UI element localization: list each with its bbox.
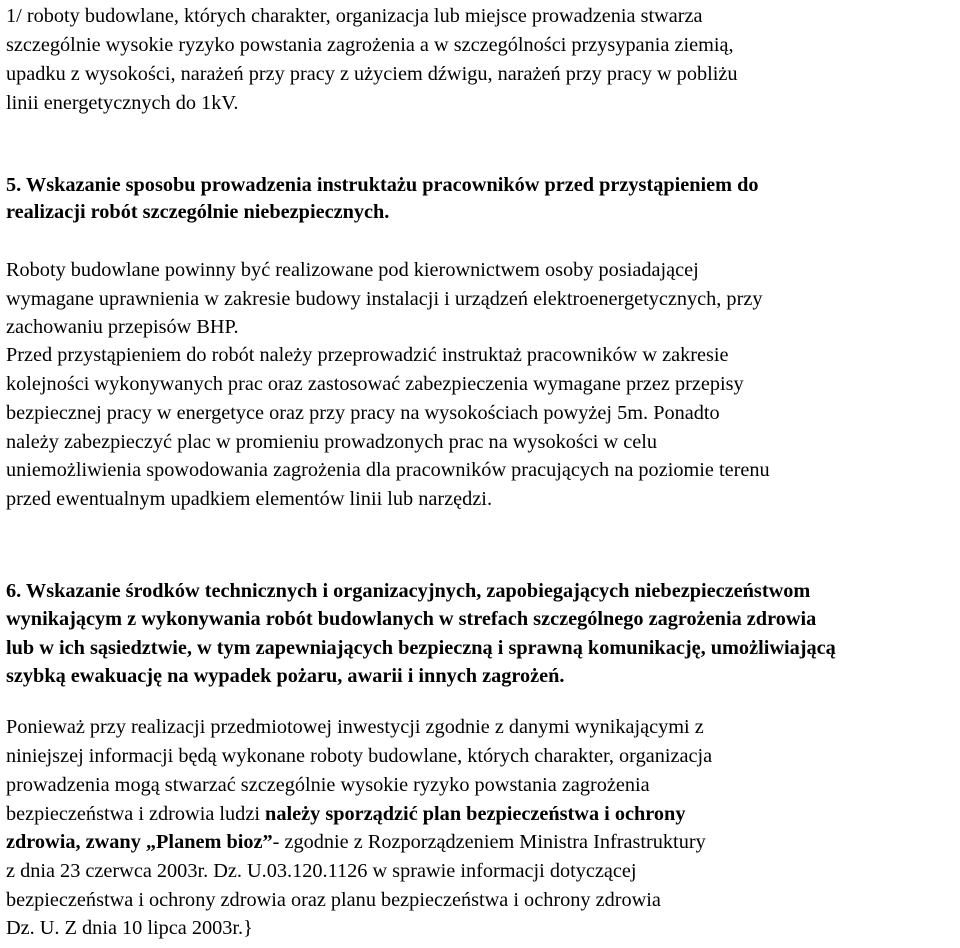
text-line: niniejszej informacji będą wykonane roboty budowlane, których charakter, organizacja: [6, 745, 713, 767]
text-line: Przed przystąpieniem do robót należy przeprowadzić instruktaż pracowników w zakresie: [6, 344, 729, 366]
text-line: linii energetycznych do 1kV.: [6, 92, 239, 114]
text-line: uniemożliwienia spowodowania zagrożenia dla pracowników pracujących na poziomie terenu: [6, 459, 770, 481]
heading-line: lub w ich sąsiedztwie, w tym zapewniających bezpieczną i sprawną komunikację, umożliwiającą: [6, 637, 836, 659]
heading-line: 5. Wskazanie sposobu prowadzenia instruktażu pracowników przed przystąpieniem do: [6, 174, 759, 196]
text-line: przed ewentualnym upadkiem elementów linii lub narzędzi.: [6, 488, 493, 510]
heading-line: realizacji robót szczególnie niebezpiecznych.: [6, 201, 390, 223]
text-line: Roboty budowlane powinny być realizowane pod kierownictwem osoby posiadającej: [6, 259, 699, 281]
text-run-bold: należy sporządzić plan bezpieczeństwa i ochrony: [265, 803, 686, 825]
text-line: prowadzenia mogą stwarzać szczególnie wysokie ryzyko powstania zagrożenia: [6, 774, 650, 796]
text-line: upadku z wysokości, narażeń przy pracy z użyciem dźwigu, narażeń przy pracy w pobliżu: [6, 63, 738, 85]
text-line-mixed: [6, 800, 685, 828]
text-run-bold: zdrowia, zwany „Planem bioz”: [6, 831, 273, 853]
heading-line: wynikającym z wykonywania robót budowlanych w strefach szczególnego zagrożenia zdrowia: [6, 608, 817, 630]
text-line: szczególnie wysokie ryzyko powstania zagrożenia a w szczególności przysypania ziemią,: [6, 34, 734, 56]
text-run: - zgodnie z Rozporządzeniem Ministra Infrastruktury: [272, 831, 706, 853]
text-run: bezpieczeństwa i zdrowia ludzi: [6, 803, 266, 825]
text-line: Ponieważ przy realizacji przedmiotowej inwestycji zgodnie z danymi wynikającymi z: [6, 716, 704, 738]
text-line: kolejności wykonywanych prac oraz zastosować zabezpieczenia wymagane przez przepisy: [6, 373, 744, 395]
text-line: zachowaniu przepisów BHP.: [6, 316, 239, 338]
text-line: bezpiecznej pracy w energetyce oraz przy pracy na wysokościach powyżej 5m. Ponadto: [6, 402, 720, 424]
text-line: Dz. U. Z dnia 10 lipca 2003r.}: [6, 917, 253, 939]
text-line-mixed: [6, 828, 706, 856]
text-line: bezpieczeństwa i ochrony zdrowia oraz planu bezpieczeństwa i ochrony zdrowia: [6, 889, 661, 911]
text-line: należy zabezpieczyć plac w promieniu prowadzonych prac na wysokości w celu: [6, 431, 657, 453]
text-line: wymagane uprawnienia w zakresie budowy instalacji i urządzeń elektroenergetycznych, przy: [6, 288, 763, 310]
heading-line: 6. Wskazanie środków technicznych i organizacyjnych, zapobiegających niebezpieczeństwom: [6, 580, 811, 602]
text-line: 1/ roboty budowlane, których charakter, organizacja lub miejsce prowadzenia stwarza: [6, 5, 703, 27]
text-line: z dnia 23 czerwca 2003r. Dz. U.03.120.1126 w sprawie informacji dotyczącej: [6, 860, 637, 882]
heading-line: szybką ewakuację na wypadek pożaru, awarii i innych zagrożeń.: [6, 665, 565, 687]
